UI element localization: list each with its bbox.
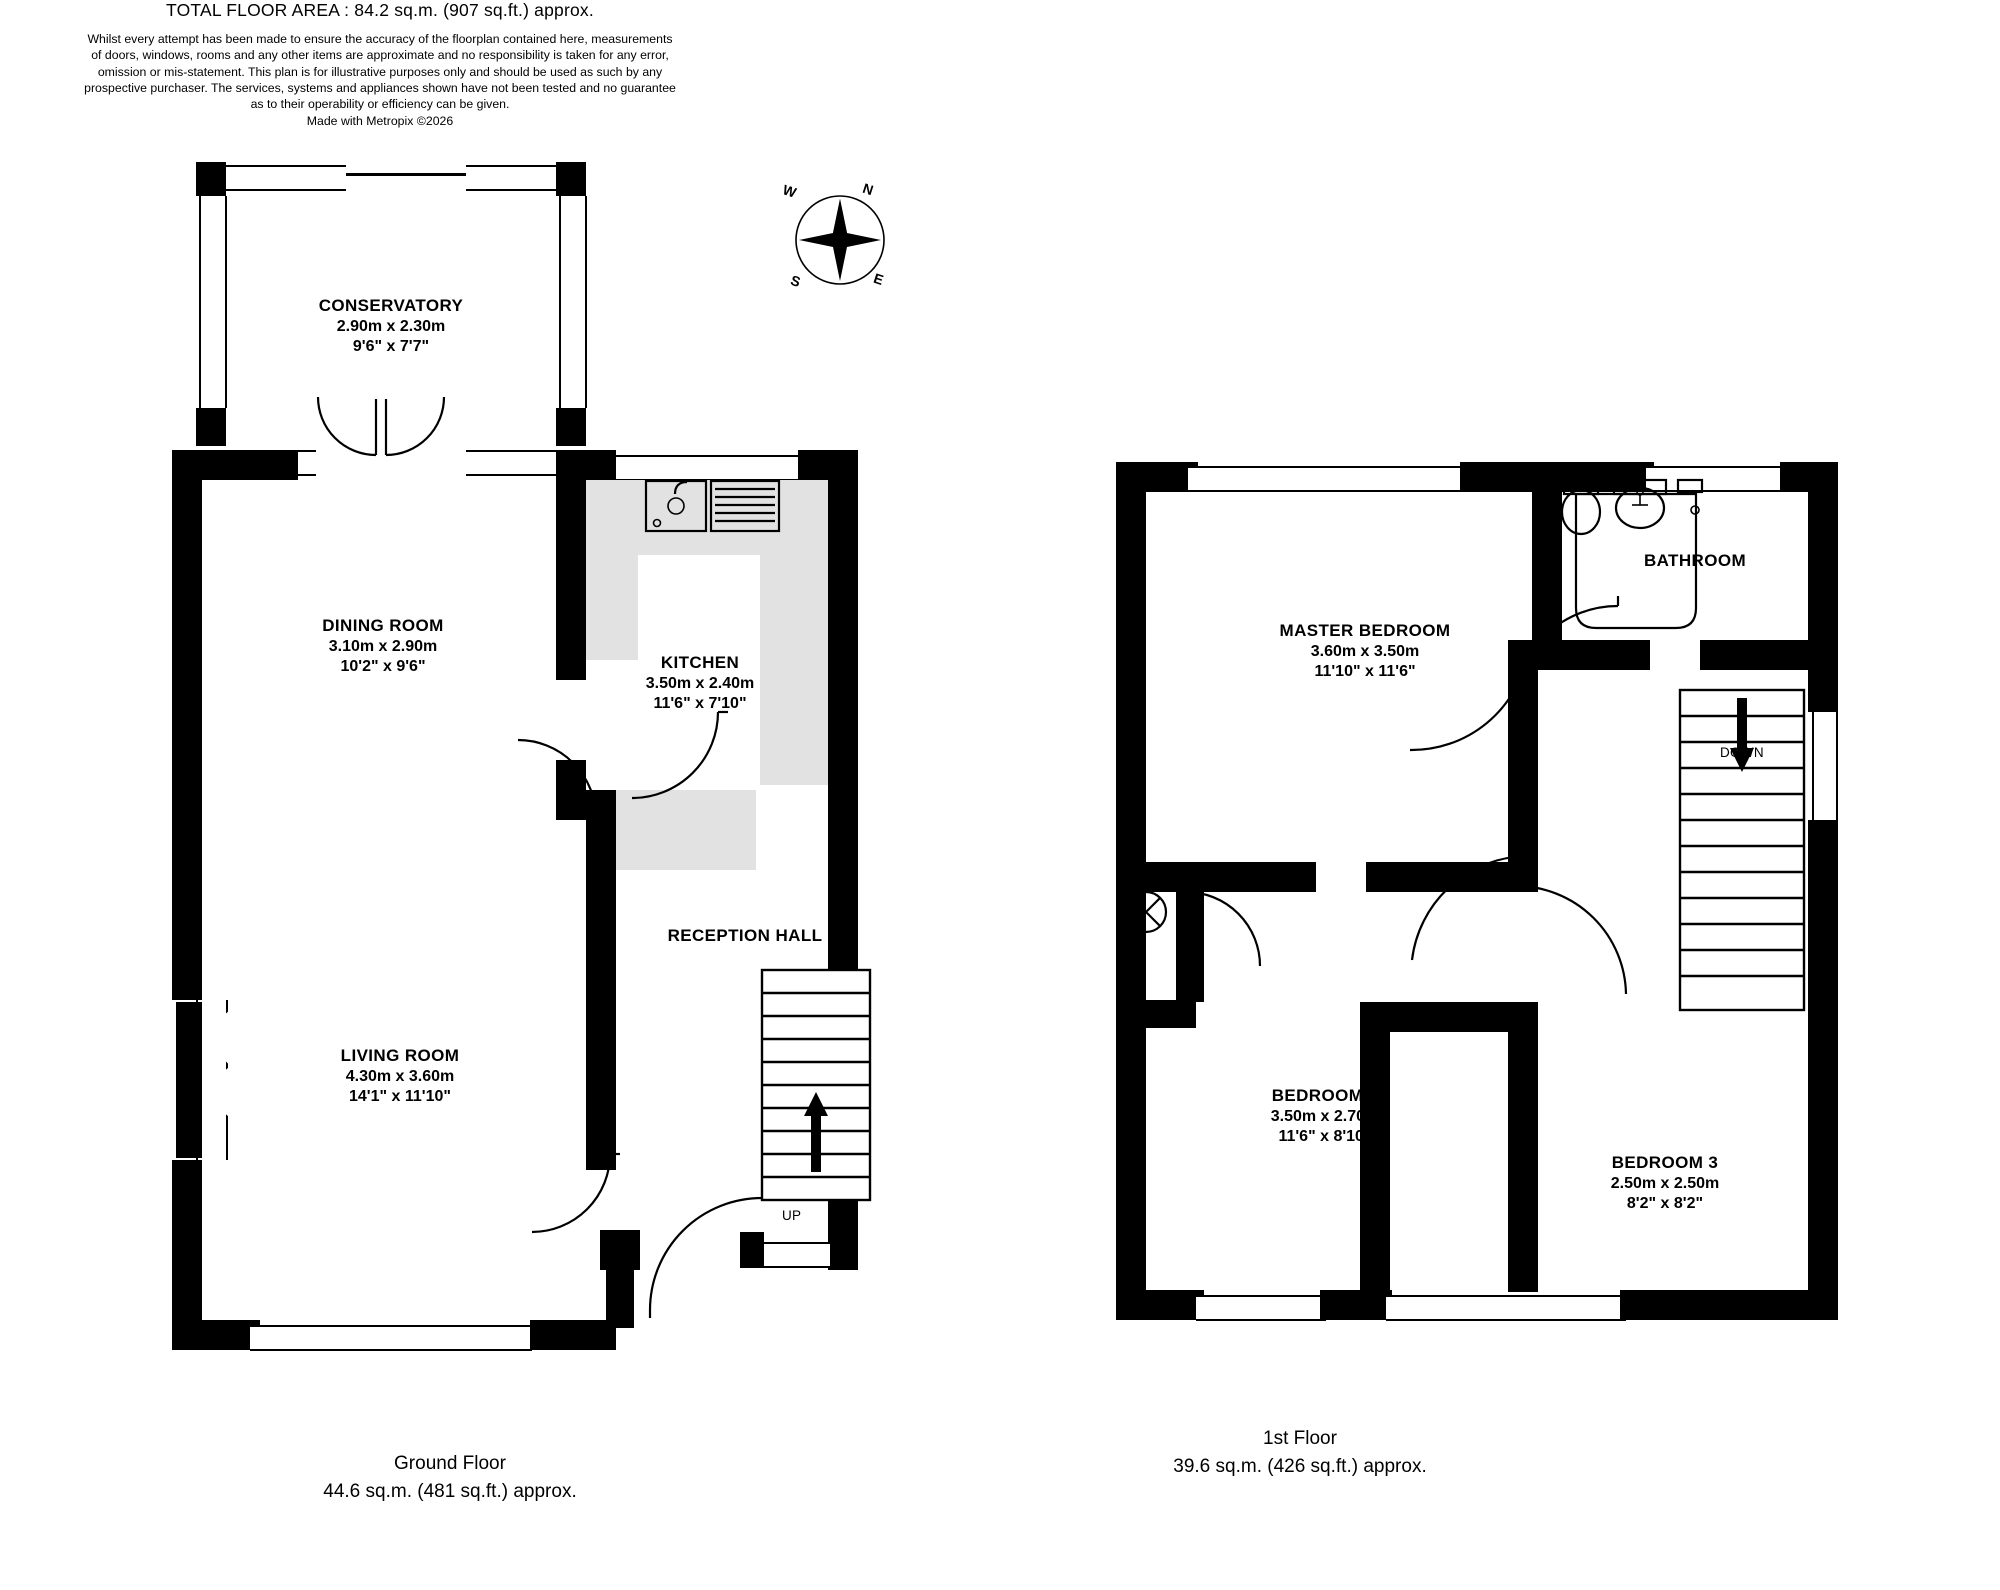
room-label-conservatory: CONSERVATORY 2.90m x 2.30m 9'6" x 7'7" <box>318 296 464 356</box>
first-wall-left-upper <box>1116 462 1146 892</box>
first-wall-left-lower <box>1116 1010 1146 1320</box>
ground-wall-bottom-mid <box>530 1320 616 1350</box>
compass-west-label: W <box>780 181 799 201</box>
cylinder-and-door <box>1120 890 1310 1010</box>
first-staircase <box>1680 690 1804 1010</box>
ground-floor-caption-area: 44.6 sq.m. (481 sq.ft.) approx. <box>323 1480 577 1502</box>
disclaimer-line-6: Made with Metropix ©2026 <box>306 113 454 128</box>
bedroom-2-window-south <box>1196 1295 1326 1321</box>
compass-south-label: S <box>788 271 803 291</box>
ground-wall-left-upper <box>172 450 202 810</box>
conservatory-wall-corner-ne <box>556 162 586 196</box>
room-label-kitchen: KITCHEN 3.50m x 2.40m 11'6" x 7'10" <box>645 653 755 713</box>
compass-east-label: E <box>871 269 886 289</box>
conservatory-wall-corner-nw <box>196 162 226 196</box>
disclaimer-line-3: omission or mis-statement. This plan is for illustrative purposes only and should be used as such by any <box>97 64 663 79</box>
living-room-window-south <box>250 1325 532 1351</box>
ground-wall-left-mid <box>172 810 202 1000</box>
first-wall-right-upper <box>1808 462 1838 712</box>
conservatory-window-west <box>199 196 227 408</box>
disclaimer-line-4: prospective purchaser. The services, systems and appliances shown have not been tested and no guarantee <box>84 81 676 96</box>
dining-wall-top-left <box>172 450 298 480</box>
kitchen-worktop-left <box>586 555 638 660</box>
stair-direction-down-label: DOWN <box>1720 745 1764 760</box>
first-wall-bottom-left <box>1116 1290 1204 1320</box>
fireplace-icon <box>176 1000 236 1160</box>
conservatory-wall-corner-sw <box>196 408 226 446</box>
first-wall-top-mid <box>1460 462 1538 492</box>
total-floor-area: TOTAL FLOOR AREA : 84.2 sq.m. (907 sq.ft.) approx. <box>166 0 594 20</box>
ground-wall-bottom-left <box>172 1320 260 1350</box>
first-floor-caption-title: 1st Floor <box>1263 1428 1337 1449</box>
ground-floor-plan <box>0 0 900 1420</box>
disclaimer-line-5: as to their operability or efficiency can be given. <box>250 97 510 112</box>
compass-north-label: N <box>860 179 876 199</box>
conservatory-north-opening <box>346 173 466 176</box>
toilet-icon <box>1562 480 1600 534</box>
room-label-reception-hall: RECEPTION HALL <box>667 926 823 945</box>
landing-door-swing <box>1186 892 1260 966</box>
first-floor-caption-area: 39.6 sq.m. (426 sq.ft.) approx. <box>1173 1455 1427 1477</box>
stair-direction-up-label: UP <box>782 1208 802 1223</box>
basin-icon <box>1614 480 1666 528</box>
conservatory-double-door-swing <box>300 395 520 465</box>
conservatory-window-north-right <box>466 165 556 191</box>
master-bedroom-window-north <box>1188 466 1466 492</box>
landing-window-east <box>1812 712 1838 824</box>
wall-hall-living <box>586 880 616 1110</box>
kitchen-wall-top-left <box>556 450 616 480</box>
room-label-master-bedroom-block: MASTER BEDROOM 3.60m x 3.50m 11'10" x 11'6" <box>1279 621 1451 681</box>
wall-dining-kitchen-upper <box>556 480 586 680</box>
disclaimer-line-1: Whilst every attempt has been made to ensure the accuracy of the floorplan contained here, measurements <box>87 32 673 46</box>
ground-floor-caption-title: Ground Floor <box>394 1453 506 1474</box>
first-wall-bottom-right <box>1620 1290 1838 1320</box>
ground-wall-right-step <box>828 790 858 840</box>
room-label-bedroom-2: BEDROOM 2 3.50m x 2.70m 11'6" x 8'10" <box>1270 1086 1380 1146</box>
ground-floor-caption <box>240 1450 660 1505</box>
ground-staircase <box>762 970 870 1200</box>
conservatory-window-north-left <box>226 165 346 191</box>
room-label-dining-room: DINING ROOM 3.10m x 2.90m 10'2" x 9'6" <box>322 616 444 676</box>
first-wall-bottom-mid <box>1320 1290 1392 1320</box>
ground-wall-right-upper <box>828 450 858 790</box>
kitchen-sink-icon <box>645 478 785 548</box>
wall-bedroom3-landing <box>1508 1002 1538 1292</box>
disclaimer-line-2: of doors, windows, rooms and any other items are approximate and no responsibility is taken for any error, <box>91 48 669 63</box>
wall-master-bedroom-2 <box>1146 862 1316 892</box>
conservatory-window-east <box>559 196 587 408</box>
first-floor-caption <box>1090 1425 1510 1480</box>
bedroom-3-door-swing <box>1500 880 1660 1010</box>
conservatory-wall-corner-se <box>556 408 586 446</box>
room-label-living-room: LIVING ROOM 4.30m x 3.60m 14'1" x 11'10" <box>340 1046 460 1106</box>
first-floor-plan <box>1080 0 1920 1420</box>
wall-bathroom-south-right <box>1700 640 1838 670</box>
room-label-bathroom: BATHROOM <box>1643 551 1747 570</box>
first-wall-right-lower <box>1808 820 1838 1320</box>
bedroom-3-window-south <box>1386 1295 1626 1321</box>
room-label-bedroom-3: BEDROOM 3 2.50m x 2.50m 8'2" x 8'2" <box>1610 1153 1720 1213</box>
